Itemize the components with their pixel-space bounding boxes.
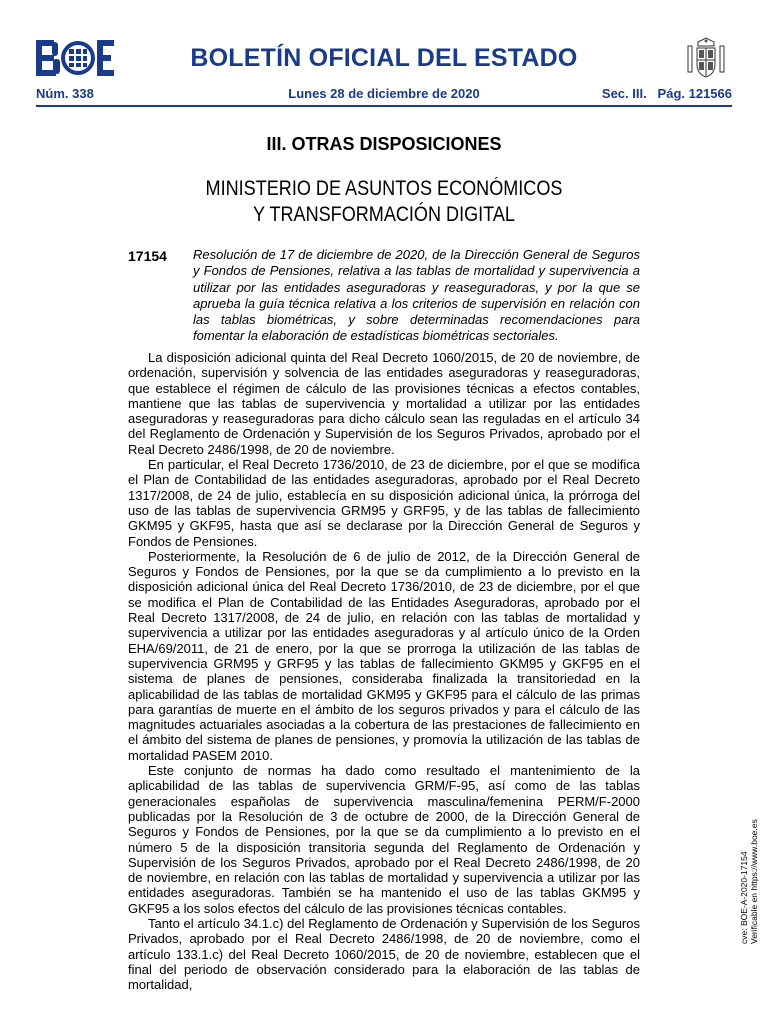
issue-number: Núm. 338 <box>36 86 94 101</box>
paragraph: En particular, el Real Decreto 1736/2010, de 23 de diciembre, por el que se modifica el Plan de Contabilidad de las entidades aseguradoras, aprobado por el Real Decreto 1317/2008, de 24 de julio, establecía en su disposición adicional única, la prórroga del uso de las tablas de supervivencia GRM95 y GRF95, y de las tablas de fallecimiento GKM95 y GKF95, hasta que así se declarase por la Dirección General de Seguros y Fondos de Pensiones. <box>128 457 640 549</box>
section-page: Sec. III. Pág. 121566 <box>601 86 732 101</box>
verify-link[interactable]: Verificable en https://www.boe.es <box>749 819 759 944</box>
ministry-heading <box>54 176 714 228</box>
coat-of-arms-icon <box>684 36 728 82</box>
body-text <box>128 350 640 992</box>
paragraph: Este conjunto de normas ha dado como resultado el mantenimiento de la aplicabilidad de las tablas de supervivencia GRM/F-95, así como de las tablas generacionales españolas de supervivencia masculina/femenina PERM/F-2000 publicadas por la Resolución de 3 de octubre de 2000, de la Dirección General de Seguros y Fondos de Pensiones, por la que se da cumplimiento a lo previsto en el número 5 de la disposición transitoria segunda del Reglamento de Ordenación y Supervisión de los Seguros Privados, aprobado por el Real Decreto 2486/1998, de 20 de noviembre, en relación con las tablas de mortalidad y supervivencia a utilizar por las entidades aseguradoras. También se ha mantenido el uso de las tablas GKM95 y GKF95 a los solos efectos del cálculo de las provisiones técnicas contables. <box>128 763 640 916</box>
issue-date: Lunes 28 de diciembre de 2020 <box>288 86 480 101</box>
disposition-number: 17154 <box>128 248 167 264</box>
header-divider <box>36 105 732 107</box>
cve-code: cve: BOE-A-2020-17154 <box>739 851 749 944</box>
ministry-line-1: MINISTERIO DE ASUNTOS ECONÓMICOS <box>205 177 563 200</box>
issue-header <box>36 86 732 104</box>
paragraph: Posteriormente, la Resolución de 6 de julio de 2012, de la Dirección General de Seguros y Fondos de Pensiones, por la que se da cumplimiento a lo previsto en la disposición adicional única del Real Decreto 1736/2010, de 23 de diciembre, por el que se modifica el Plan de Contabilidad de las Entidades Aseguradoras, aprobado por el Real Decreto 1317/2008, de 24 de julio, en relación con las tablas de mortalidad y supervivencia a utilizar por las entidades aseguradoras y al artículo único de la Orden EHA/69/2011, de 21 de enero, por la que se prorroga la utilización de las tablas de supervivencia GRM95 y GRF95 y las tablas de fallecimiento GKM95 y GKF95 en el sistema de planes de pensiones, consideraba finalizada la transitoriedad en la aplicabilidad de las tablas de mortalidad GKM95 y GKF95 para el cálculo de las primas para garantías de muerte en el ámbito de los seguros privados y para el cálculo de las magnitudes actuariales asociadas a la cobertura de las prestaciones de fallecimiento en el ámbito del sistema de planes de pensiones, y promovía la utilización de las tablas de mortalidad PASEM 2010. <box>128 548 640 763</box>
paragraph: La disposición adicional quinta del Real Decreto 1060/2015, de 20 de noviembre, de ordenación, supervisión y solvencia de las entidades aseguradoras y reaseguradoras, que establece el régimen de cálculo de las provisiones técnicas a efectos contables, mantiene que las tablas de supervivencia y mortalidad a utilizar por las entidades aseguradoras y reaseguradoras para dicho cálculo sean las reguladas en el artículo 34 del Reglamento de Ordenación y Supervisión de los Seguros Privados, aprobado por el Real Decreto 2486/1998, de 20 de noviembre. <box>128 350 640 457</box>
masthead-title: BOLETÍN OFICIAL DEL ESTADO <box>190 44 578 72</box>
ministry-line-2: Y TRANSFORMACIÓN DIGITAL <box>253 203 515 226</box>
section-title: III. OTRAS DISPOSICIONES <box>266 134 502 154</box>
paragraph: Tanto el artículo 34.1.c) del Reglamento de Ordenación y Supervisión de los Seguros Privados, aprobado por el Real Decreto 2486/1998, de 20 de noviembre, como el artículo 133.1.c) del Real Decreto 1060/2015, de 20 de noviembre, establecen que el final del periodo de observación considerado para la elaboración de las tablas de mortalidad, <box>128 915 640 993</box>
disposition-summary: Resolución de 17 de diciembre de 2020, de la Dirección General de Seguros y Fondos de Pensiones, relativa a las tablas de mortalidad y supervivencia a utilizar por las entidades aseguradoras y reaseguradoras, y por la que se aprueba la guía técnica relativa a los criterios de supervisión en relación con las tablas biométricas, y sobre determinadas recomendaciones para fomentar la elaboración de estadísticas biométricas sectoriales. <box>193 247 640 344</box>
